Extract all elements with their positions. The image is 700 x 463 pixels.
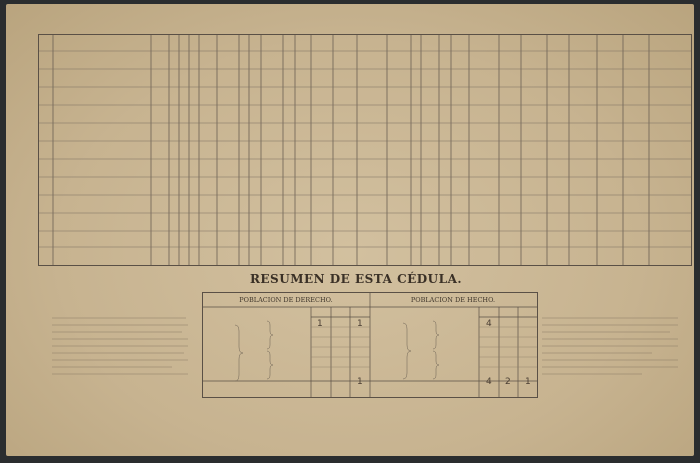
right-instructions-lines [542,316,682,376]
summary-table [202,292,538,398]
ledger-grid-lines [39,35,691,265]
tally-mark: 4 [486,377,492,387]
census-sheet [6,4,694,456]
summary-title: RESUMEN DE ESTA CÉDULA. [249,272,463,286]
left-instructions [52,316,192,378]
tally-mark: 1 [357,377,363,387]
tally-mark: 1 [317,319,323,329]
left-instructions-lines [52,316,192,376]
summary-header-left: POBLACION DE DERECHO. [239,296,333,304]
tally-mark: 2 [505,377,511,387]
tally-mark: 4 [486,319,492,329]
tally-mark: 1 [525,377,531,387]
tally-mark: 1 [357,319,363,329]
ledger-grid [38,34,692,266]
right-instructions [542,316,682,378]
summary-header-right: POBLACION DE HECHO. [410,296,496,304]
